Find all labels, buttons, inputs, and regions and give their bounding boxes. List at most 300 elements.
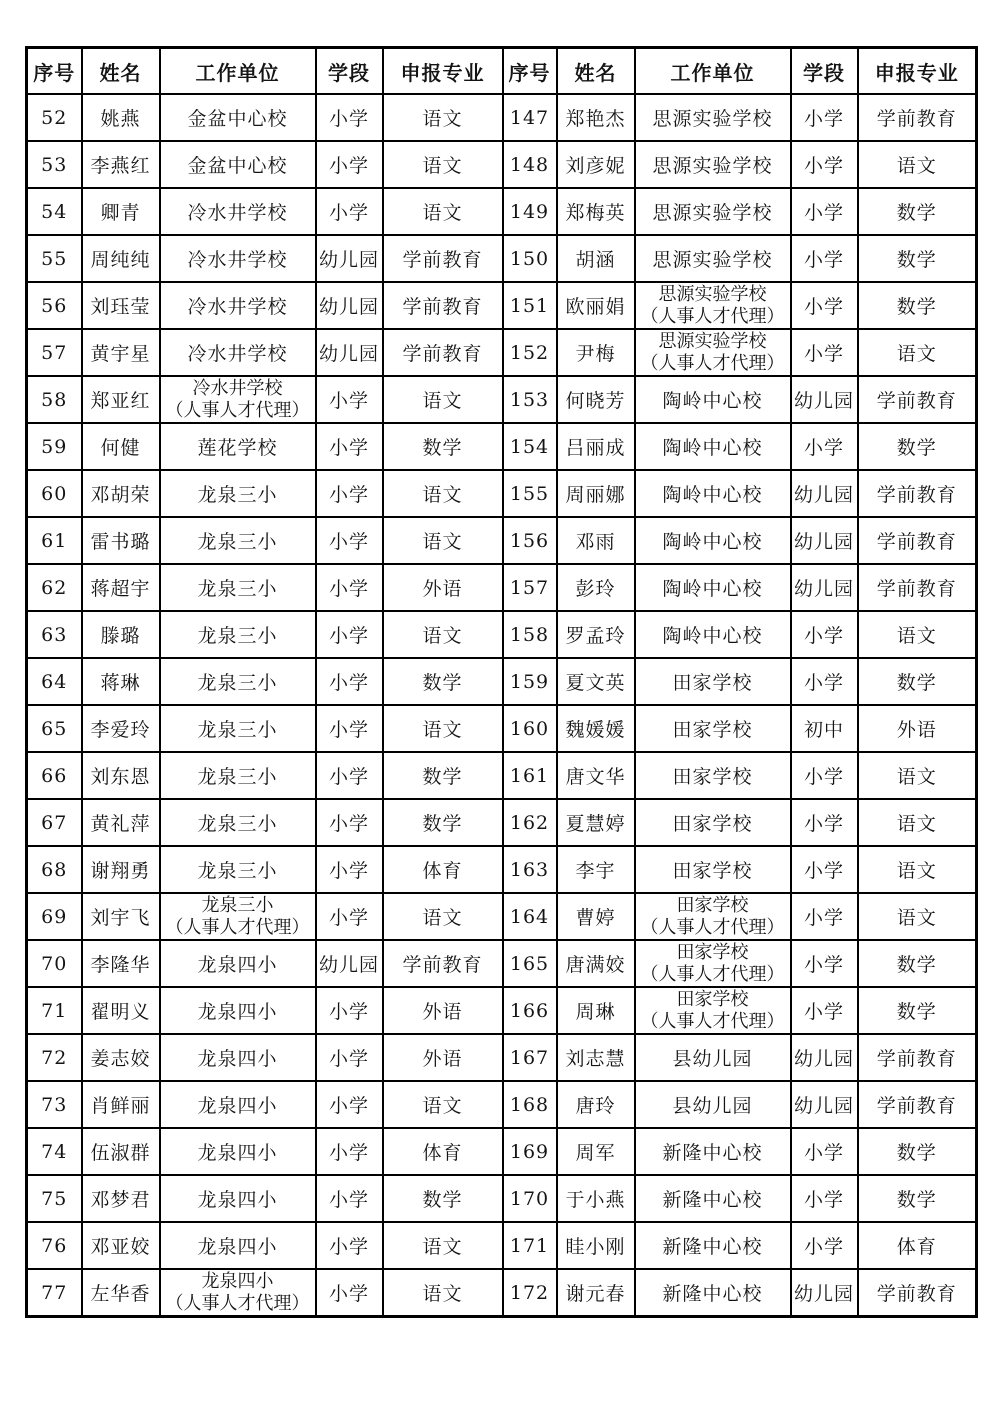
stage-cell: 小学	[791, 752, 858, 799]
stage-cell: 幼儿园	[791, 470, 858, 517]
stage-cell: 小学	[791, 1175, 858, 1222]
unit-cell: 田家学校	[635, 705, 791, 752]
unit-cell: 县幼儿园	[635, 1081, 791, 1128]
major-cell: 外语	[858, 705, 977, 752]
major-cell: 学前教育	[383, 235, 503, 282]
name-cell: 翟明义	[82, 987, 160, 1034]
name-cell: 黄宇星	[82, 329, 160, 376]
stage-cell: 小学	[791, 1222, 858, 1269]
table-row	[27, 423, 977, 470]
major-cell: 语文	[383, 705, 503, 752]
stage-cell: 小学	[316, 141, 383, 188]
name-cell: 曹婷	[557, 893, 635, 940]
major-cell: 语文	[858, 611, 977, 658]
name-cell: 刘珏莹	[82, 282, 160, 329]
unit-cell: 冷水井学校	[160, 235, 316, 282]
name-cell: 黄礼萍	[82, 799, 160, 846]
unit-line: 冷水井学校	[192, 377, 283, 399]
unit-note-line: （人事人才代理）	[640, 305, 785, 327]
unit-line: 龙泉三小	[201, 894, 274, 916]
name-cell: 姚燕	[82, 94, 160, 141]
seq-cell: 170	[503, 1175, 557, 1222]
table-row	[27, 1175, 977, 1222]
major-cell: 语文	[858, 329, 977, 376]
header-seq: 序号	[27, 48, 82, 95]
table-row	[27, 1081, 977, 1128]
name-cell: 周纯纯	[82, 235, 160, 282]
major-cell: 数学	[858, 282, 977, 329]
unit-cell	[160, 1269, 316, 1317]
unit-cell: 龙泉三小	[160, 705, 316, 752]
major-cell: 语文	[383, 376, 503, 423]
name-cell: 姜志姣	[82, 1034, 160, 1081]
unit-cell	[635, 987, 791, 1034]
major-cell: 外语	[383, 564, 503, 611]
unit-note-line: （人事人才代理）	[640, 1010, 785, 1032]
stage-cell: 小学	[316, 94, 383, 141]
major-cell: 学前教育	[383, 282, 503, 329]
stage-cell: 小学	[316, 893, 383, 940]
name-cell: 蒋琳	[82, 658, 160, 705]
unit-note-line: （人事人才代理）	[165, 399, 310, 421]
major-cell: 语文	[383, 893, 503, 940]
seq-cell: 163	[503, 846, 557, 893]
name-cell: 周琳	[557, 987, 635, 1034]
major-cell: 语文	[383, 517, 503, 564]
seq-cell: 69	[27, 893, 82, 940]
unit-cell: 金盆中心校	[160, 141, 316, 188]
major-cell: 数学	[383, 1175, 503, 1222]
major-cell: 数学	[858, 423, 977, 470]
unit-cell	[635, 940, 791, 987]
unit-cell: 思源实验学校	[635, 94, 791, 141]
seq-cell: 72	[27, 1034, 82, 1081]
major-cell: 外语	[383, 1034, 503, 1081]
seq-cell: 63	[27, 611, 82, 658]
seq-cell: 159	[503, 658, 557, 705]
table-row	[27, 799, 977, 846]
table-row	[27, 1222, 977, 1269]
header-unit: 工作单位	[160, 48, 316, 95]
unit-cell: 龙泉四小	[160, 1081, 316, 1128]
seq-cell: 53	[27, 141, 82, 188]
seq-cell: 167	[503, 1034, 557, 1081]
major-cell: 体育	[858, 1222, 977, 1269]
major-cell: 学前教育	[858, 1269, 977, 1317]
unit-cell: 县幼儿园	[635, 1034, 791, 1081]
unit-cell: 田家学校	[635, 752, 791, 799]
name-cell: 欧丽娟	[557, 282, 635, 329]
seq-cell: 65	[27, 705, 82, 752]
table-row	[27, 705, 977, 752]
major-cell: 学前教育	[858, 564, 977, 611]
name-cell: 郑亚红	[82, 376, 160, 423]
stage-cell: 小学	[316, 799, 383, 846]
unit-cell	[635, 282, 791, 329]
seq-cell: 55	[27, 235, 82, 282]
seq-cell: 172	[503, 1269, 557, 1317]
stage-cell: 幼儿园	[791, 1034, 858, 1081]
unit-note-line: （人事人才代理）	[165, 916, 310, 938]
unit-cell: 龙泉四小	[160, 987, 316, 1034]
stage-cell: 小学	[791, 846, 858, 893]
major-cell: 数学	[858, 658, 977, 705]
unit-cell: 思源实验学校	[635, 141, 791, 188]
unit-cell: 龙泉三小	[160, 752, 316, 799]
table-row	[27, 235, 977, 282]
unit-cell: 思源实验学校	[635, 188, 791, 235]
unit-cell: 龙泉三小	[160, 658, 316, 705]
unit-cell: 田家学校	[635, 658, 791, 705]
major-cell: 数学	[858, 188, 977, 235]
name-cell: 吕丽成	[557, 423, 635, 470]
major-cell: 体育	[383, 1128, 503, 1175]
seq-cell: 70	[27, 940, 82, 987]
unit-line: 田家学校	[676, 894, 749, 916]
name-cell: 伍淑群	[82, 1128, 160, 1175]
name-cell: 何健	[82, 423, 160, 470]
unit-cell: 莲花学校	[160, 423, 316, 470]
seq-cell: 160	[503, 705, 557, 752]
header-stage: 学段	[316, 48, 383, 95]
unit-cell: 龙泉四小	[160, 1222, 316, 1269]
stage-cell: 幼儿园	[791, 517, 858, 564]
stage-cell: 小学	[316, 1269, 383, 1317]
header-name: 姓名	[82, 48, 160, 95]
unit-cell: 龙泉四小	[160, 1175, 316, 1222]
table-row	[27, 94, 977, 141]
stage-cell: 小学	[791, 893, 858, 940]
teacher-roster-table	[25, 46, 978, 1318]
unit-cell: 陶岭中心校	[635, 611, 791, 658]
seq-cell: 171	[503, 1222, 557, 1269]
name-cell: 刘东恩	[82, 752, 160, 799]
unit-cell: 新隆中心校	[635, 1175, 791, 1222]
unit-line: 思源实验学校	[658, 330, 767, 352]
major-cell: 语文	[858, 752, 977, 799]
major-cell: 语文	[383, 94, 503, 141]
seq-cell: 155	[503, 470, 557, 517]
major-cell: 语文	[383, 1081, 503, 1128]
unit-cell: 龙泉三小	[160, 564, 316, 611]
unit-cell: 新隆中心校	[635, 1128, 791, 1175]
stage-cell: 小学	[791, 235, 858, 282]
name-cell: 郑艳杰	[557, 94, 635, 141]
table-row	[27, 470, 977, 517]
header-row	[27, 48, 977, 95]
stage-cell: 小学	[791, 940, 858, 987]
seq-cell: 162	[503, 799, 557, 846]
name-cell: 刘宇飞	[82, 893, 160, 940]
major-cell: 语文	[383, 470, 503, 517]
major-cell: 语文	[383, 1269, 503, 1317]
unit-cell: 龙泉四小	[160, 1128, 316, 1175]
unit-cell: 龙泉三小	[160, 846, 316, 893]
seq-cell: 73	[27, 1081, 82, 1128]
header-major: 申报专业	[383, 48, 503, 95]
unit-line: 田家学校	[676, 988, 749, 1010]
name-cell: 刘志慧	[557, 1034, 635, 1081]
stage-cell: 小学	[791, 329, 858, 376]
stage-cell: 小学	[791, 1128, 858, 1175]
stage-cell: 小学	[316, 1175, 383, 1222]
unit-cell: 龙泉三小	[160, 611, 316, 658]
unit-cell: 陶岭中心校	[635, 564, 791, 611]
name-cell: 李宇	[557, 846, 635, 893]
name-cell: 罗孟玲	[557, 611, 635, 658]
table-row	[27, 376, 977, 423]
seq-cell: 150	[503, 235, 557, 282]
name-cell: 雷书璐	[82, 517, 160, 564]
seq-cell: 64	[27, 658, 82, 705]
seq-cell: 164	[503, 893, 557, 940]
stage-cell: 小学	[316, 188, 383, 235]
unit-cell: 陶岭中心校	[635, 376, 791, 423]
seq-cell: 76	[27, 1222, 82, 1269]
table-row	[27, 987, 977, 1034]
seq-cell: 71	[27, 987, 82, 1034]
seq-cell: 58	[27, 376, 82, 423]
unit-cell: 陶岭中心校	[635, 470, 791, 517]
seq-cell: 165	[503, 940, 557, 987]
seq-cell: 158	[503, 611, 557, 658]
seq-cell: 156	[503, 517, 557, 564]
name-cell: 左华香	[82, 1269, 160, 1317]
stage-cell: 小学	[316, 658, 383, 705]
seq-cell: 75	[27, 1175, 82, 1222]
name-cell: 滕璐	[82, 611, 160, 658]
unit-cell: 龙泉三小	[160, 517, 316, 564]
stage-cell: 小学	[316, 1128, 383, 1175]
unit-cell: 新隆中心校	[635, 1269, 791, 1317]
major-cell: 数学	[383, 799, 503, 846]
seq-cell: 169	[503, 1128, 557, 1175]
name-cell: 彭玲	[557, 564, 635, 611]
major-cell: 学前教育	[858, 517, 977, 564]
table-row	[27, 188, 977, 235]
seq-cell: 161	[503, 752, 557, 799]
major-cell: 语文	[858, 799, 977, 846]
name-cell: 眭小刚	[557, 1222, 635, 1269]
stage-cell: 幼儿园	[791, 376, 858, 423]
unit-cell: 陶岭中心校	[635, 423, 791, 470]
name-cell: 尹梅	[557, 329, 635, 376]
name-cell: 夏慧婷	[557, 799, 635, 846]
name-cell: 夏文英	[557, 658, 635, 705]
name-cell: 邓梦君	[82, 1175, 160, 1222]
major-cell: 数学	[383, 423, 503, 470]
seq-cell: 56	[27, 282, 82, 329]
table-row	[27, 141, 977, 188]
name-cell: 谢翔勇	[82, 846, 160, 893]
stage-cell: 幼儿园	[316, 282, 383, 329]
stage-cell: 小学	[316, 1034, 383, 1081]
stage-cell: 小学	[316, 470, 383, 517]
unit-note-line: （人事人才代理）	[165, 1292, 310, 1314]
seq-cell: 149	[503, 188, 557, 235]
seq-cell: 168	[503, 1081, 557, 1128]
seq-cell: 57	[27, 329, 82, 376]
stage-cell: 小学	[791, 423, 858, 470]
major-cell: 学前教育	[858, 94, 977, 141]
major-cell: 语文	[383, 1222, 503, 1269]
header-seq: 序号	[503, 48, 557, 95]
header-major: 申报专业	[858, 48, 977, 95]
name-cell: 邓雨	[557, 517, 635, 564]
name-cell: 谢元春	[557, 1269, 635, 1317]
table-row	[27, 752, 977, 799]
table-row	[27, 517, 977, 564]
seq-cell: 151	[503, 282, 557, 329]
stage-cell: 幼儿园	[791, 1269, 858, 1317]
header-unit: 工作单位	[635, 48, 791, 95]
major-cell: 学前教育	[858, 470, 977, 517]
major-cell: 语文	[383, 141, 503, 188]
stage-cell: 小学	[316, 752, 383, 799]
major-cell: 数学	[858, 1175, 977, 1222]
major-cell: 数学	[383, 658, 503, 705]
name-cell: 李燕红	[82, 141, 160, 188]
stage-cell: 小学	[791, 611, 858, 658]
stage-cell: 小学	[316, 517, 383, 564]
stage-cell: 小学	[791, 282, 858, 329]
table-row	[27, 1269, 977, 1317]
table-row	[27, 893, 977, 940]
name-cell: 何晓芳	[557, 376, 635, 423]
table-row	[27, 1128, 977, 1175]
seq-cell: 67	[27, 799, 82, 846]
stage-cell: 小学	[791, 987, 858, 1034]
seq-cell: 148	[503, 141, 557, 188]
stage-cell: 小学	[316, 1222, 383, 1269]
seq-cell: 152	[503, 329, 557, 376]
name-cell: 唐玲	[557, 1081, 635, 1128]
stage-cell: 小学	[791, 141, 858, 188]
major-cell: 语文	[858, 893, 977, 940]
stage-cell: 小学	[316, 376, 383, 423]
unit-cell: 思源实验学校	[635, 235, 791, 282]
unit-note-line: （人事人才代理）	[640, 916, 785, 938]
table-header	[27, 48, 977, 95]
unit-line: 田家学校	[676, 941, 749, 963]
seq-cell: 157	[503, 564, 557, 611]
stage-cell: 小学	[316, 705, 383, 752]
unit-cell: 田家学校	[635, 799, 791, 846]
seq-cell: 62	[27, 564, 82, 611]
unit-cell	[160, 376, 316, 423]
stage-cell: 幼儿园	[316, 940, 383, 987]
name-cell: 于小燕	[557, 1175, 635, 1222]
stage-cell: 初中	[791, 705, 858, 752]
major-cell: 语文	[383, 188, 503, 235]
unit-cell: 龙泉三小	[160, 799, 316, 846]
table-row	[27, 564, 977, 611]
name-cell: 周军	[557, 1128, 635, 1175]
unit-line: 龙泉四小	[201, 1270, 274, 1292]
table-row	[27, 329, 977, 376]
seq-cell: 54	[27, 188, 82, 235]
major-cell: 数学	[858, 235, 977, 282]
stage-cell: 小学	[316, 423, 383, 470]
stage-cell: 小学	[316, 611, 383, 658]
seq-cell: 154	[503, 423, 557, 470]
seq-cell: 66	[27, 752, 82, 799]
table-row	[27, 940, 977, 987]
name-cell: 魏媛媛	[557, 705, 635, 752]
name-cell: 邓胡荣	[82, 470, 160, 517]
name-cell: 邓亚姣	[82, 1222, 160, 1269]
unit-cell: 新隆中心校	[635, 1222, 791, 1269]
seq-cell: 61	[27, 517, 82, 564]
stage-cell: 小学	[791, 658, 858, 705]
major-cell: 数学	[383, 752, 503, 799]
table-row	[27, 611, 977, 658]
stage-cell: 小学	[791, 799, 858, 846]
unit-cell: 金盆中心校	[160, 94, 316, 141]
header-name: 姓名	[557, 48, 635, 95]
unit-cell: 陶岭中心校	[635, 517, 791, 564]
stage-cell: 幼儿园	[316, 329, 383, 376]
unit-line: 思源实验学校	[658, 283, 767, 305]
unit-note-line: （人事人才代理）	[640, 352, 785, 374]
seq-cell: 68	[27, 846, 82, 893]
seq-cell: 153	[503, 376, 557, 423]
major-cell: 学前教育	[383, 329, 503, 376]
major-cell: 学前教育	[383, 940, 503, 987]
unit-note-line: （人事人才代理）	[640, 963, 785, 985]
name-cell: 肖鲜丽	[82, 1081, 160, 1128]
unit-cell: 冷水井学校	[160, 282, 316, 329]
seq-cell: 166	[503, 987, 557, 1034]
major-cell: 体育	[383, 846, 503, 893]
stage-cell: 小学	[791, 188, 858, 235]
stage-cell: 小学	[791, 94, 858, 141]
name-cell: 胡涵	[557, 235, 635, 282]
stage-cell: 小学	[316, 564, 383, 611]
name-cell: 蒋超宇	[82, 564, 160, 611]
unit-cell	[635, 329, 791, 376]
major-cell: 语文	[383, 611, 503, 658]
unit-cell: 龙泉四小	[160, 1034, 316, 1081]
major-cell: 学前教育	[858, 1081, 977, 1128]
unit-cell	[160, 893, 316, 940]
seq-cell: 60	[27, 470, 82, 517]
major-cell: 语文	[858, 141, 977, 188]
unit-cell: 田家学校	[635, 846, 791, 893]
major-cell: 数学	[858, 940, 977, 987]
seq-cell: 59	[27, 423, 82, 470]
unit-cell: 冷水井学校	[160, 188, 316, 235]
major-cell: 语文	[858, 846, 977, 893]
unit-cell: 龙泉三小	[160, 470, 316, 517]
name-cell: 李隆华	[82, 940, 160, 987]
stage-cell: 小学	[316, 987, 383, 1034]
table-row	[27, 658, 977, 705]
seq-cell: 74	[27, 1128, 82, 1175]
table-row	[27, 282, 977, 329]
name-cell: 郑梅英	[557, 188, 635, 235]
stage-cell: 幼儿园	[791, 564, 858, 611]
major-cell: 学前教育	[858, 1034, 977, 1081]
seq-cell: 147	[503, 94, 557, 141]
unit-cell	[635, 893, 791, 940]
major-cell: 学前教育	[858, 376, 977, 423]
major-cell: 数学	[858, 987, 977, 1034]
stage-cell: 幼儿园	[791, 1081, 858, 1128]
unit-cell: 冷水井学校	[160, 329, 316, 376]
name-cell: 周丽娜	[557, 470, 635, 517]
major-cell: 数学	[858, 1128, 977, 1175]
